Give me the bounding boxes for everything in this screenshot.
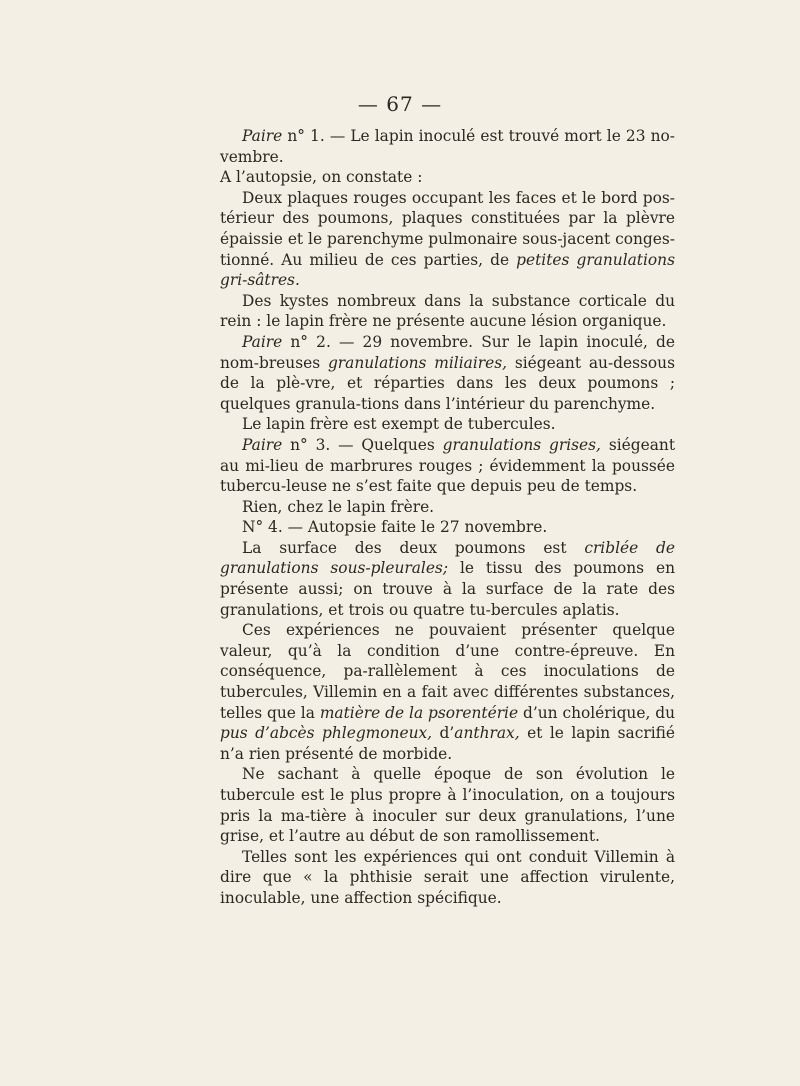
- italic-text: granulations miliaires,: [327, 353, 508, 372]
- italic-text: Paire: [242, 435, 283, 454]
- paragraph-p11: [220, 620, 675, 764]
- text-run: Deux plaques rouges occupant les faces et le bord pos-térieur des poumons, plaques constituées par la plèvre épaissie et le parenchyme pulmonaire sous-jacent conges-tionné. Au milieu de ces parties, de: [220, 188, 675, 269]
- italic-text: granulations grises,: [442, 435, 601, 454]
- text-run: La surface des deux poumons est: [242, 538, 585, 557]
- paragraph-p1: [220, 126, 675, 167]
- text-run: siégeant au mi-lieu de marbrures rouges ; évidemment la poussée tubercu-leuse ne s’est faite que depuis peu de temps.: [220, 435, 676, 496]
- text-run: N° 4. — Autopsie faite le 27 novembre.: [242, 518, 548, 537]
- paragraph-p4: [220, 291, 675, 332]
- text-run: Ces expériences ne pouvaient présenter quelque valeur, qu’à la condition d’une contre-épreuve. En conséquence, pa-rallèlement à ces inoculations de tubercules, Villemin en a fait avec différentes substances, telles que la: [220, 621, 675, 722]
- text-body: [220, 126, 675, 909]
- italic-text: pus d’abcès phlegmoneux,: [220, 724, 433, 743]
- paragraph-p6: [220, 414, 675, 435]
- paragraph-p9: [220, 517, 675, 538]
- paragraph-p8: [220, 497, 675, 518]
- italic-text: anthrax,: [454, 724, 520, 743]
- italic-text: Paire: [242, 332, 283, 351]
- paragraph-p5: [220, 332, 675, 414]
- text-run: d’un cholérique, du: [518, 703, 675, 722]
- paragraph-p7: [220, 435, 675, 497]
- text-run: n° 3. — Quelques: [282, 435, 443, 454]
- text-run: et le lapin sacrifié n’a rien présenté de morbide.: [220, 724, 676, 763]
- paragraph-p3: [220, 188, 675, 291]
- paragraph-p10: [220, 538, 675, 620]
- paragraph-p13: [220, 847, 675, 909]
- text-run: n° 2. — 29 novembre. Sur le lapin inoculé, de nom-breuses: [220, 332, 675, 372]
- text-run: A l’autopsie, on constate :: [220, 168, 423, 187]
- text-run: d’: [432, 724, 455, 743]
- text-run: Telles sont les expériences qui ont conduit Villemin à dire que « la phthisie serait une affection virulente, inoculable, une affection spécifique.: [220, 847, 675, 907]
- italic-text: petites granulations gri-sâtres.: [220, 250, 675, 290]
- paragraph-p12: [220, 764, 675, 846]
- text-run: n° 1. — Le lapin inoculé est trouvé mort le 23 no-vembre.: [220, 127, 675, 166]
- italic-text: matière de la psorentérie: [319, 703, 519, 722]
- text-run: Le lapin frère est exempt de tubercules.: [242, 415, 556, 434]
- text-run: Des kystes nombreux dans la substance corticale du rein : le lapin frère ne présente aucune lésion organique.: [220, 291, 675, 331]
- text-run: Ne sachant à quelle époque de son évolution le tubercule est le plus propre à l’inoculation, on a toujours pris la ma-tière à inoculer sur deux granulations, l’une grise, et l’autre au début de son ramollissement.: [220, 765, 675, 846]
- paragraph-p2: [220, 167, 675, 188]
- text-run: Rien, chez le lapin frère.: [242, 497, 435, 516]
- italic-text: criblée de granulations sous-pleurales;: [220, 538, 675, 578]
- text-run: siégeant au-dessous de la plè-vre, et réparties dans les deux poumons ; quelques granula-tions dans l’intérieur du parenchyme.: [220, 353, 675, 413]
- italic-text: Paire: [242, 127, 283, 145]
- text-run: le tissu des poumons en présente aussi; on trouve à la surface de la rate des granulations, et trois ou quatre tu-bercules aplatis.: [220, 559, 676, 619]
- page-number: — 67 —: [357, 92, 443, 116]
